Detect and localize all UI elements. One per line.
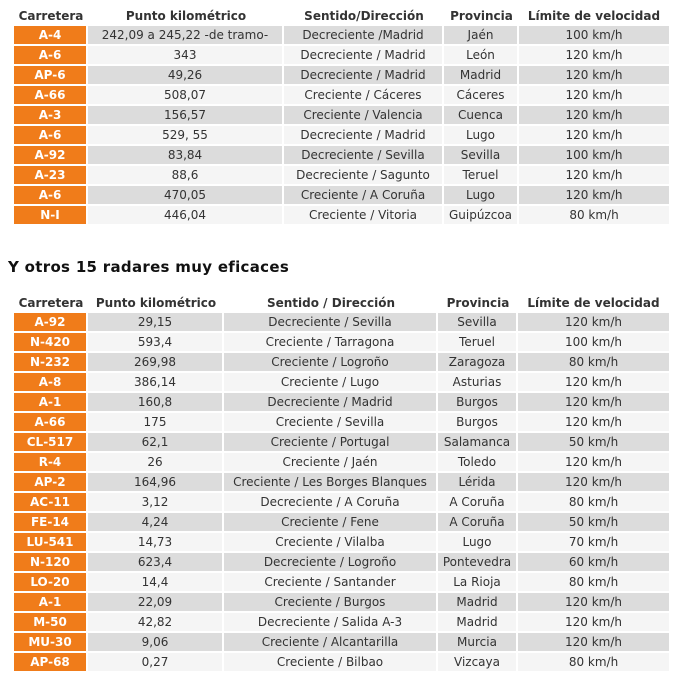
- cell-sentido-direccion: Creciente / Santander: [224, 573, 438, 593]
- table-row: [14, 513, 669, 533]
- cell-sentido-direccion: Creciente / Logroño: [224, 353, 438, 373]
- cell-carretera: CL-517: [14, 433, 88, 453]
- cell-punto-kilometrico: 0,27: [88, 653, 224, 673]
- cell-sentido-direccion: Decreciente / Sagunto: [284, 166, 444, 186]
- cell-sentido-direccion: Creciente / Vilalba: [224, 533, 438, 553]
- cell-punto-kilometrico: 386,14: [88, 373, 224, 393]
- cell-limite-velocidad: 60 km/h: [518, 553, 669, 573]
- cell-limite-velocidad: 80 km/h: [519, 206, 669, 226]
- cell-limite-velocidad: 120 km/h: [519, 126, 669, 146]
- cell-sentido-direccion: Creciente / Alcantarilla: [224, 633, 438, 653]
- table-row: [14, 593, 669, 613]
- cell-punto-kilometrico: 49,26: [88, 66, 284, 86]
- cell-limite-velocidad: 120 km/h: [519, 166, 669, 186]
- cell-provincia: A Coruña: [438, 513, 518, 533]
- cell-punto-kilometrico: 593,4: [88, 333, 224, 353]
- cell-provincia: Sevilla: [438, 313, 518, 333]
- header-punto-kilometrico: Punto kilométrico: [125, 9, 247, 23]
- cell-provincia: Lugo: [444, 186, 519, 206]
- cell-carretera: A-23: [14, 166, 88, 186]
- cell-sentido-direccion: Creciente / Lugo: [224, 373, 438, 393]
- table-row: [14, 66, 669, 86]
- cell-carretera: A-66: [14, 413, 88, 433]
- cell-provincia: Cuenca: [444, 106, 519, 126]
- table-row: [14, 106, 669, 126]
- cell-limite-velocidad: 80 km/h: [518, 353, 669, 373]
- cell-limite-velocidad: 80 km/h: [518, 573, 669, 593]
- cell-sentido-direccion: Decreciente / Sevilla: [284, 146, 444, 166]
- cell-limite-velocidad: 120 km/h: [518, 473, 669, 493]
- table-row: [14, 313, 669, 333]
- cell-provincia: Madrid: [438, 613, 518, 633]
- table-row: [14, 146, 669, 166]
- cell-sentido-direccion: Creciente / A Coruña: [284, 186, 444, 206]
- cell-punto-kilometrico: 9,06: [88, 633, 224, 653]
- table-row: [14, 433, 669, 453]
- cell-limite-velocidad: 50 km/h: [518, 513, 669, 533]
- cell-sentido-direccion: Creciente / Fene: [224, 513, 438, 533]
- cell-punto-kilometrico: 269,98: [88, 353, 224, 373]
- cell-sentido-direccion: Decreciente / Sevilla: [224, 313, 438, 333]
- cell-provincia: Asturias: [438, 373, 518, 393]
- cell-carretera: A-4: [14, 26, 88, 46]
- cell-provincia: Vizcaya: [438, 653, 518, 673]
- cell-sentido-direccion: Decreciente / Salida A-3: [224, 613, 438, 633]
- header-provincia: Provincia: [450, 9, 513, 23]
- cell-carretera: A-92: [14, 313, 88, 333]
- cell-punto-kilometrico: 14,4: [88, 573, 224, 593]
- header-limite-velocidad: Límite de velocidad: [527, 296, 660, 310]
- cell-punto-kilometrico: 508,07: [88, 86, 284, 106]
- cell-punto-kilometrico: 160,8: [88, 393, 224, 413]
- section-heading: Y otros 15 radares muy eficaces: [8, 258, 290, 276]
- cell-limite-velocidad: 120 km/h: [519, 46, 669, 66]
- cell-provincia: Sevilla: [444, 146, 519, 166]
- cell-provincia: Salamanca: [438, 433, 518, 453]
- cell-provincia: León: [444, 46, 519, 66]
- table-row: [14, 86, 669, 106]
- cell-provincia: Toledo: [438, 453, 518, 473]
- cell-carretera: A-1: [14, 393, 88, 413]
- cell-carretera: A-1: [14, 593, 88, 613]
- cell-sentido-direccion: Decreciente / Madrid: [284, 46, 444, 66]
- cell-limite-velocidad: 120 km/h: [519, 86, 669, 106]
- cell-limite-velocidad: 120 km/h: [518, 593, 669, 613]
- table-row: [14, 46, 669, 66]
- cell-sentido-direccion: Decreciente / Madrid: [284, 126, 444, 146]
- radar-table-secondary: [14, 293, 669, 673]
- header-provincia: Provincia: [446, 296, 510, 310]
- cell-limite-velocidad: 100 km/h: [519, 146, 669, 166]
- cell-punto-kilometrico: 446,04: [88, 206, 284, 226]
- cell-limite-velocidad: 120 km/h: [519, 66, 669, 86]
- cell-provincia: Pontevedra: [438, 553, 518, 573]
- cell-limite-velocidad: 120 km/h: [519, 106, 669, 126]
- table-row: [14, 653, 669, 673]
- cell-sentido-direccion: Decreciente / Madrid: [224, 393, 438, 413]
- cell-sentido-direccion: Creciente / Portugal: [224, 433, 438, 453]
- cell-punto-kilometrico: 343: [88, 46, 284, 66]
- header-limite-velocidad: Límite de velocidad: [527, 9, 661, 23]
- cell-limite-velocidad: 120 km/h: [518, 373, 669, 393]
- cell-punto-kilometrico: 83,84: [88, 146, 284, 166]
- table-row: [14, 413, 669, 433]
- cell-sentido-direccion: Creciente / Burgos: [224, 593, 438, 613]
- cell-punto-kilometrico: 26: [88, 453, 224, 473]
- cell-provincia: Lérida: [438, 473, 518, 493]
- cell-limite-velocidad: 50 km/h: [518, 433, 669, 453]
- cell-carretera: A-6: [14, 46, 88, 66]
- cell-carretera: A-6: [14, 126, 88, 146]
- table-row: [14, 186, 669, 206]
- table-row: [14, 126, 669, 146]
- table-row: [14, 473, 669, 493]
- cell-provincia: Zaragoza: [438, 353, 518, 373]
- table-header-row: [14, 293, 669, 313]
- cell-provincia: Guipúzcoa: [444, 206, 519, 226]
- cell-sentido-direccion: Creciente / Jaén: [224, 453, 438, 473]
- table-row: [14, 533, 669, 553]
- cell-limite-velocidad: 70 km/h: [518, 533, 669, 553]
- cell-punto-kilometrico: 14,73: [88, 533, 224, 553]
- table-row: [14, 453, 669, 473]
- cell-sentido-direccion: Decreciente /Madrid: [284, 26, 444, 46]
- cell-carretera: N-I: [14, 206, 88, 226]
- cell-carretera: AP-2: [14, 473, 88, 493]
- cell-sentido-direccion: Decreciente / Madrid: [284, 66, 444, 86]
- cell-provincia: La Rioja: [438, 573, 518, 593]
- cell-carretera: A-8: [14, 373, 88, 393]
- cell-provincia: Burgos: [438, 413, 518, 433]
- cell-sentido-direccion: Creciente / Les Borges Blanques: [224, 473, 438, 493]
- cell-punto-kilometrico: 29,15: [88, 313, 224, 333]
- cell-punto-kilometrico: 88,6: [88, 166, 284, 186]
- cell-carretera: AP-68: [14, 653, 88, 673]
- header-sentido-direccion: Sentido/Dirección: [304, 9, 424, 23]
- table-row: [14, 553, 669, 573]
- cell-limite-velocidad: 120 km/h: [518, 633, 669, 653]
- cell-limite-velocidad: 120 km/h: [518, 393, 669, 413]
- header-punto-kilometrico: Punto kilométrico: [95, 296, 217, 310]
- cell-provincia: Teruel: [438, 333, 518, 353]
- cell-provincia: Madrid: [438, 593, 518, 613]
- cell-limite-velocidad: 100 km/h: [518, 333, 669, 353]
- cell-punto-kilometrico: 175: [88, 413, 224, 433]
- cell-sentido-direccion: Decreciente / Logroño: [224, 553, 438, 573]
- cell-carretera: N-420: [14, 333, 88, 353]
- table-row: [14, 493, 669, 513]
- cell-carretera: A-92: [14, 146, 88, 166]
- cell-carretera: N-120: [14, 553, 88, 573]
- cell-punto-kilometrico: 3,12: [88, 493, 224, 513]
- cell-limite-velocidad: 120 km/h: [518, 313, 669, 333]
- table-row: [14, 333, 669, 353]
- cell-sentido-direccion: Creciente / Bilbao: [224, 653, 438, 673]
- cell-carretera: AC-11: [14, 493, 88, 513]
- cell-carretera: A-3: [14, 106, 88, 126]
- cell-punto-kilometrico: 242,09 a 245,22 -de tramo-: [88, 26, 284, 46]
- cell-punto-kilometrico: 623,4: [88, 553, 224, 573]
- cell-punto-kilometrico: 164,96: [88, 473, 224, 493]
- table-row: [14, 613, 669, 633]
- cell-limite-velocidad: 120 km/h: [519, 186, 669, 206]
- cell-carretera: N-232: [14, 353, 88, 373]
- cell-carretera: FE-14: [14, 513, 88, 533]
- cell-carretera: A-6: [14, 186, 88, 206]
- cell-carretera: MU-30: [14, 633, 88, 653]
- cell-provincia: Teruel: [444, 166, 519, 186]
- table-row: [14, 633, 669, 653]
- cell-sentido-direccion: Creciente / Valencia: [284, 106, 444, 126]
- table-row: [14, 373, 669, 393]
- cell-punto-kilometrico: 22,09: [88, 593, 224, 613]
- cell-sentido-direccion: Creciente / Sevilla: [224, 413, 438, 433]
- cell-provincia: Burgos: [438, 393, 518, 413]
- header-carretera: Carretera: [18, 9, 84, 23]
- table-header-row: [14, 6, 669, 26]
- cell-carretera: A-66: [14, 86, 88, 106]
- cell-punto-kilometrico: 529, 55: [88, 126, 284, 146]
- radar-table-main: [14, 6, 669, 226]
- table-row: [14, 26, 669, 46]
- cell-provincia: A Coruña: [438, 493, 518, 513]
- cell-carretera: AP-6: [14, 66, 88, 86]
- table-row: [14, 206, 669, 226]
- cell-limite-velocidad: 120 km/h: [518, 413, 669, 433]
- cell-punto-kilometrico: 470,05: [88, 186, 284, 206]
- cell-carretera: LO-20: [14, 573, 88, 593]
- cell-punto-kilometrico: 4,24: [88, 513, 224, 533]
- cell-carretera: LU-541: [14, 533, 88, 553]
- cell-limite-velocidad: 100 km/h: [519, 26, 669, 46]
- cell-punto-kilometrico: 156,57: [88, 106, 284, 126]
- header-sentido-direccion: Sentido / Dirección: [266, 296, 395, 310]
- cell-limite-velocidad: 80 km/h: [518, 653, 669, 673]
- header-carretera: Carretera: [18, 296, 84, 310]
- cell-provincia: Cáceres: [444, 86, 519, 106]
- cell-provincia: Lugo: [438, 533, 518, 553]
- table-row: [14, 393, 669, 413]
- cell-provincia: Madrid: [444, 66, 519, 86]
- cell-sentido-direccion: Creciente / Tarragona: [224, 333, 438, 353]
- cell-punto-kilometrico: 42,82: [88, 613, 224, 633]
- cell-limite-velocidad: 120 km/h: [518, 453, 669, 473]
- table-row: [14, 353, 669, 373]
- cell-carretera: M-50: [14, 613, 88, 633]
- table-row: [14, 166, 669, 186]
- cell-carretera: R-4: [14, 453, 88, 473]
- cell-provincia: Lugo: [444, 126, 519, 146]
- cell-sentido-direccion: Creciente / Cáceres: [284, 86, 444, 106]
- cell-provincia: Murcia: [438, 633, 518, 653]
- cell-limite-velocidad: 120 km/h: [518, 613, 669, 633]
- table-row: [14, 573, 669, 593]
- cell-limite-velocidad: 80 km/h: [518, 493, 669, 513]
- cell-sentido-direccion: Decreciente / A Coruña: [224, 493, 438, 513]
- cell-sentido-direccion: Creciente / Vitoria: [284, 206, 444, 226]
- cell-provincia: Jaén: [444, 26, 519, 46]
- cell-punto-kilometrico: 62,1: [88, 433, 224, 453]
